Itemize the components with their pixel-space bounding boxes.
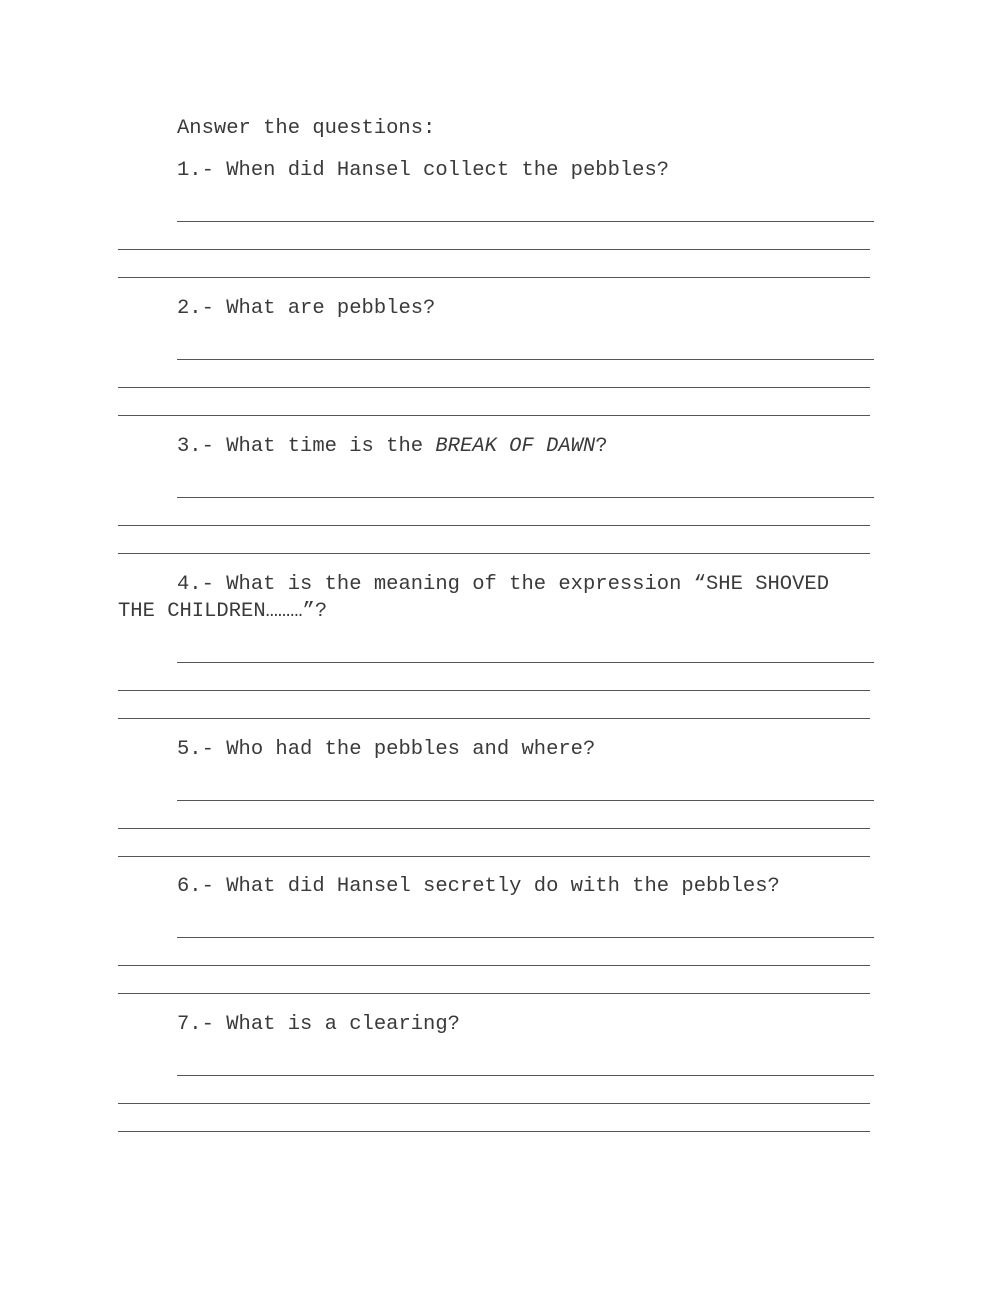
answer-line[interactable] (177, 221, 874, 222)
answer-line[interactable] (118, 828, 870, 829)
answer-line[interactable] (177, 497, 874, 498)
answer-line[interactable] (118, 415, 870, 416)
question-number: 5.- (177, 738, 214, 761)
question-7 (118, 1011, 838, 1038)
question-3 (118, 433, 838, 460)
answer-line[interactable] (118, 1103, 870, 1104)
question-2 (118, 295, 838, 322)
question-number: 6.- (177, 875, 214, 898)
worksheet-heading: Answer the questions: (177, 117, 436, 140)
question-number: 1.- (177, 159, 214, 182)
question-text: What is the meaning of the expression “SHE SHOVED THE CHILDREN………”? (118, 573, 830, 623)
answer-line[interactable] (177, 800, 874, 801)
answer-line[interactable] (118, 525, 870, 526)
question-number: 4.- (177, 573, 214, 596)
answer-line[interactable] (118, 277, 870, 278)
answer-line[interactable] (118, 387, 870, 388)
answer-line[interactable] (118, 690, 870, 691)
question-1 (118, 157, 838, 184)
question-text: What did Hansel secretly do with the pebbles? (226, 875, 780, 898)
question-number: 7.- (177, 1013, 214, 1036)
answer-line[interactable] (177, 1075, 874, 1076)
answer-line[interactable] (118, 249, 870, 250)
question-text: Who had the pebbles and where? (226, 738, 596, 761)
question-6 (118, 873, 838, 900)
answer-line[interactable] (118, 965, 870, 966)
answer-line[interactable] (118, 856, 870, 857)
answer-line[interactable] (118, 1131, 870, 1132)
question-number: 3.- (177, 435, 214, 458)
question-number: 2.- (177, 297, 214, 320)
question-text: When did Hansel collect the pebbles? (226, 159, 670, 182)
answer-line[interactable] (177, 662, 874, 663)
question-4 (118, 571, 838, 625)
question-text: What is a clearing? (226, 1013, 460, 1036)
answer-line[interactable] (118, 993, 870, 994)
answer-line[interactable] (177, 359, 874, 360)
question-text: What are pebbles? (226, 297, 436, 320)
question-suffix: ? (595, 435, 608, 458)
question-text: What time is the (226, 435, 424, 458)
answer-line[interactable] (118, 718, 870, 719)
question-emphasis: BREAK OF DAWN (435, 435, 596, 458)
answer-line[interactable] (177, 937, 874, 938)
answer-line[interactable] (118, 553, 870, 554)
question-5 (118, 736, 838, 763)
